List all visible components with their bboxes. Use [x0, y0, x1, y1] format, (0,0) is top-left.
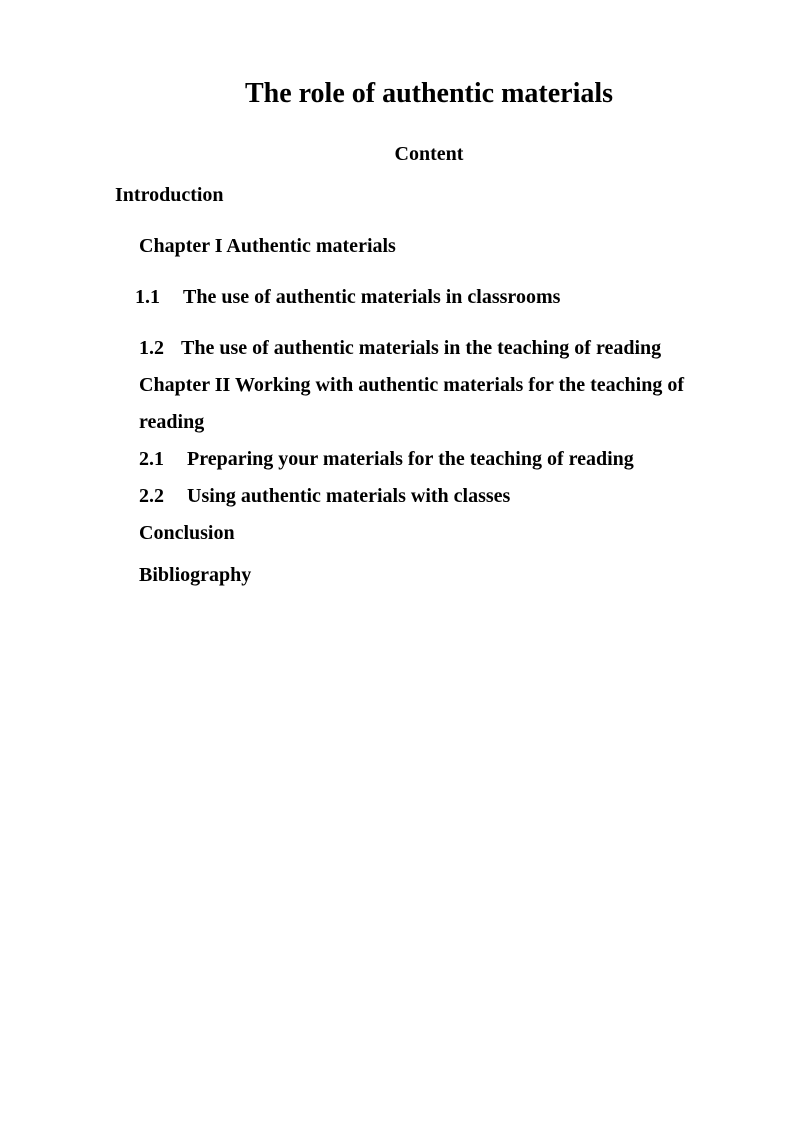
toc-conclusion: Conclusion	[139, 522, 235, 544]
toc-section-number: 1.1	[135, 286, 160, 308]
toc-chapter-1: Chapter I Authentic materials	[139, 235, 396, 257]
document-title: The role of authentic materials	[244, 78, 614, 109]
toc-section-number: 2.2	[139, 485, 164, 507]
toc-section-label: The use of authentic materials in classrooms	[183, 286, 561, 308]
toc-introduction: Introduction	[115, 184, 224, 206]
contents-heading: Content	[394, 143, 464, 165]
toc-section-1-1	[135, 284, 560, 310]
toc-section-1-2	[139, 335, 661, 361]
toc-bibliography: Bibliography	[139, 564, 252, 586]
toc-chapter-2-line-1: Chapter II Working with authentic materials for the teaching of	[139, 374, 684, 396]
toc-section-number: 1.2	[139, 337, 164, 359]
toc-chapter-2-line-2: reading	[139, 411, 205, 433]
toc-section-2-2	[139, 483, 510, 509]
toc-section-2-1	[139, 446, 634, 472]
toc-section-label: The use of authentic materials in the teaching of reading	[181, 337, 662, 359]
toc-section-label: Using authentic materials with classes	[187, 485, 511, 507]
toc-section-number: 2.1	[139, 448, 164, 470]
toc-section-label: Preparing your materials for the teaching of reading	[187, 448, 634, 470]
